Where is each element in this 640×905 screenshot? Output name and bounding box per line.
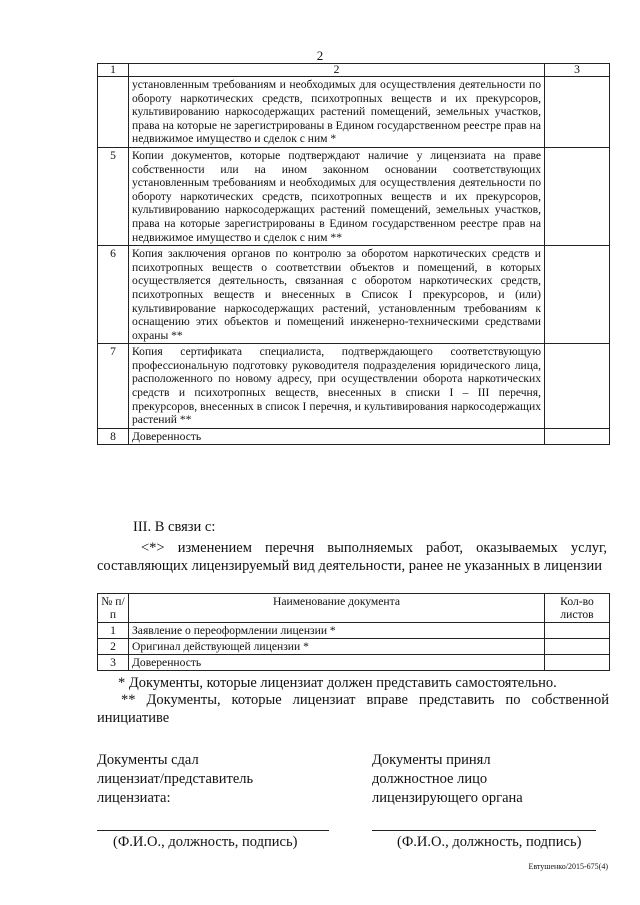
- row-text: Заявление о переоформлении лицензии *: [129, 623, 545, 639]
- submitter-line-3: лицензиата:: [97, 790, 171, 806]
- documents-table: [97, 63, 610, 445]
- submitter-line-1: Документы сдал: [97, 752, 199, 768]
- header-col-1: 1: [98, 64, 129, 77]
- submitter-signature-caption: (Ф.И.О., должность, подпись): [113, 834, 298, 850]
- table-row: [98, 344, 610, 429]
- row-number: 7: [98, 344, 129, 429]
- table-header-row: [98, 64, 610, 77]
- header-num: № п/п: [98, 594, 129, 623]
- receiver-signature-line: [372, 830, 596, 831]
- row-number: [98, 77, 129, 148]
- row-qty: [545, 623, 610, 639]
- row-number: 1: [98, 623, 129, 639]
- row-qty: [545, 344, 610, 429]
- row-text: Копия заключения органов по контролю за оборотом наркотических средств и психотропных веществ о соответствии объектов и помещений, в которых осуществляется деятельность, связанная с оборотом наркотических средств, психотропных веществ и внесенных в Список I прекурсоров, и (или) культивирование наркосодержащих растений, установленным требованиям к оснащению этих объектов и помещений инженерно-техническими средствами охраны **: [129, 246, 545, 344]
- table-row: [98, 428, 610, 445]
- receiver-block: [372, 751, 523, 808]
- row-qty: [545, 77, 610, 148]
- section-text: [97, 539, 607, 575]
- submitter-block: [97, 751, 253, 808]
- row-text: Доверенность: [129, 428, 545, 445]
- row-qty: [545, 246, 610, 344]
- receiver-line-3: лицензирующего органа: [372, 790, 523, 806]
- submitter-line-2: лицензиат/представитель: [97, 771, 254, 787]
- reissue-documents-table: [97, 593, 610, 671]
- row-number: 8: [98, 428, 129, 445]
- row-text: установленным требованиям и необходимых для осуществления деятельности по обороту наркотических средств, психотропных веществ и их прекурсоров, культивированию наркосодержащих растений помещений, земельных участков, права на которые не зарегистрированы в Едином государственном реестре прав на недвижимое имущество и сделок с ним *: [129, 77, 545, 148]
- row-number: 3: [98, 655, 129, 671]
- header-qty: Кол-во листов: [545, 594, 610, 623]
- row-text: Доверенность: [129, 655, 545, 671]
- header-name: Наименование документа: [129, 594, 545, 623]
- section-heading: III. В связи с:: [133, 519, 216, 535]
- row-qty: [545, 655, 610, 671]
- row-number: 2: [98, 639, 129, 655]
- row-qty: [545, 428, 610, 445]
- note-optional-submit: ** Документы, которые лицензиат вправе представить по собственной инициативе: [97, 692, 609, 726]
- row-qty: [545, 147, 610, 245]
- table-row: [98, 77, 610, 148]
- row-text: Оригинал действующей лицензии *: [129, 639, 545, 655]
- header-col-3: 3: [545, 64, 610, 77]
- row-qty: [545, 639, 610, 655]
- footer-code: Евтушенко/2015-675(4): [528, 862, 608, 871]
- receiver-line-2: должностное лицо: [372, 771, 488, 787]
- row-number: 5: [98, 147, 129, 245]
- table-row: [98, 639, 610, 655]
- row-text: Копии документов, которые подтверждают наличие у лицензиата на праве собственности или на ином законном основании соответствующих установленным требованиям и необходимых для осуществления деятельности по обороту наркотических средств, психотропных веществ и их прекурсоров, культивированию наркосодержащих растений помещений, земельных участков, права на которые зарегистрированы в Едином государственном реестре прав на недвижимое имущество и сделок с ним **: [129, 147, 545, 245]
- section-marker: <*>: [141, 540, 165, 556]
- table-header-row: [98, 594, 610, 623]
- table-row: [98, 655, 610, 671]
- receiver-signature-caption: (Ф.И.О., должность, подпись): [397, 834, 582, 850]
- row-text: Копия сертификата специалиста, подтверждающего соответствующую профессиональную подготовку руководителя подразделения юридического лица, расположенного по новому адресу, при осуществлении оборота наркотических средств и психотропных веществ, внесенных в списки I – III перечня, прекурсоров, внесенных в список I перечня, и культивирования наркосодержащих растений **: [129, 344, 545, 429]
- table-row: [98, 623, 610, 639]
- receiver-line-1: Документы принял: [372, 752, 491, 768]
- section-body: изменением перечня выполняемых работ, оказываемых услуг, составляющих лицензируемый вид деятельности, ранее не указанных в лицензии: [97, 540, 607, 574]
- page-number: 2: [316, 48, 324, 63]
- table-row: [98, 246, 610, 344]
- submitter-signature-line: [97, 830, 329, 831]
- table-row: [98, 147, 610, 245]
- header-col-2: 2: [129, 64, 545, 77]
- note-self-submit: * Документы, которые лицензиат должен представить самостоятельно.: [118, 675, 557, 691]
- row-number: 6: [98, 246, 129, 344]
